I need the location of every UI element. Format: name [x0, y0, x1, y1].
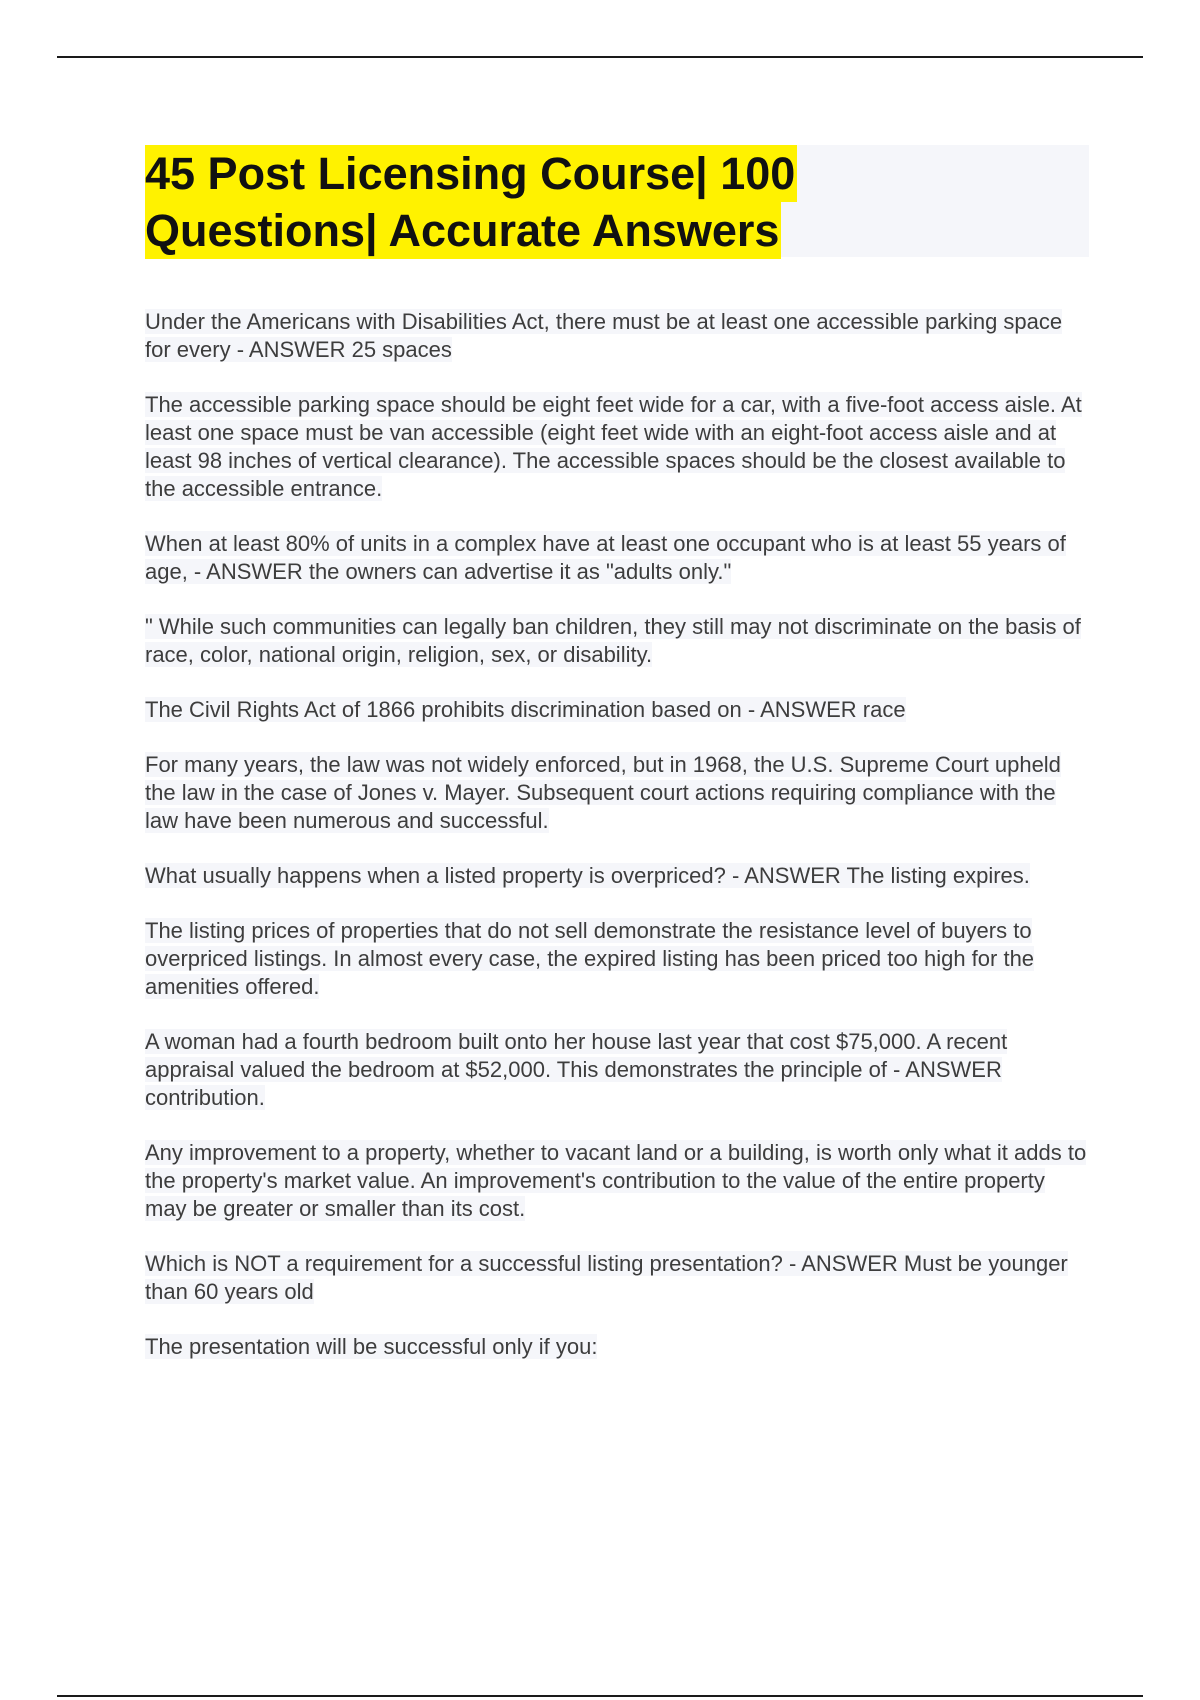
paragraph-text: The Civil Rights Act of 1866 prohibits discrimination based on - ANSWER race — [145, 697, 906, 722]
document-title — [145, 145, 1089, 259]
document-body — [145, 308, 1089, 1388]
bottom-rule — [57, 1695, 1143, 1697]
paragraph-8 — [145, 917, 1089, 1001]
title-line-2: Questions| Accurate Answers — [145, 202, 781, 259]
paragraph-1 — [145, 308, 1089, 364]
paragraph-11 — [145, 1250, 1089, 1306]
paragraph-text: " While such communities can legally ban children, they still may not discriminate on the basis of race, color, national origin, religion, sex, or disability. — [145, 614, 1081, 667]
paragraph-text: Which is NOT a requirement for a successful listing presentation? - ANSWER Must be younger than 60 years old — [145, 1251, 1068, 1304]
paragraph-7 — [145, 862, 1089, 890]
paragraph-text: For many years, the law was not widely enforced, but in 1968, the U.S. Supreme Court upheld the law in the case of Jones v. Mayer. Subsequent court actions requiring compliance with the law have been numerous and successful. — [145, 752, 1061, 833]
paragraph-text: Any improvement to a property, whether to vacant land or a building, is worth only what it adds to the property's market value. An improvement's contribution to the value of the entire property may be greater or smaller than its cost. — [145, 1140, 1087, 1221]
title-block — [145, 145, 1089, 257]
paragraph-text: The presentation will be successful only if you: — [145, 1334, 598, 1359]
paragraph-text: The listing prices of properties that do not sell demonstrate the resistance level of buyers to overpriced listings. In almost every case, the expired listing has been priced too high for the amenities offered. — [145, 918, 1035, 999]
paragraph-text: A woman had a fourth bedroom built onto her house last year that cost $75,000. A recent appraisal valued the bedroom at $52,000. This demonstrates the principle of - ANSWER contribution. — [145, 1029, 1008, 1110]
paragraph-9 — [145, 1028, 1089, 1112]
paragraph-text: When at least 80% of units in a complex have at least one occupant who is at least 55 years of age, - ANSWER the owners can advertise it as "adults only." — [145, 531, 1066, 584]
paragraph-text: The accessible parking space should be eight feet wide for a car, with a five-foot access aisle. At least one space must be van accessible (eight feet wide with an eight-foot access aisle and at least 98 inches of vertical clearance). The accessible spaces should be the closest available to the accessible entrance. — [145, 392, 1082, 501]
paragraph-6 — [145, 751, 1089, 835]
paragraph-text: Under the Americans with Disabilities Act, there must be at least one accessible parking space for every - ANSWER 25 spaces — [145, 309, 1063, 362]
paragraph-12 — [145, 1333, 1089, 1361]
paragraph-3 — [145, 530, 1089, 586]
paragraph-10 — [145, 1139, 1089, 1223]
title-line-1: 45 Post Licensing Course| 100 — [145, 145, 797, 202]
paragraph-2 — [145, 391, 1089, 503]
paragraph-text: What usually happens when a listed property is overpriced? - ANSWER The listing expires. — [145, 863, 1030, 888]
paragraph-5 — [145, 696, 1089, 724]
paragraph-4 — [145, 613, 1089, 669]
top-rule — [57, 56, 1143, 58]
